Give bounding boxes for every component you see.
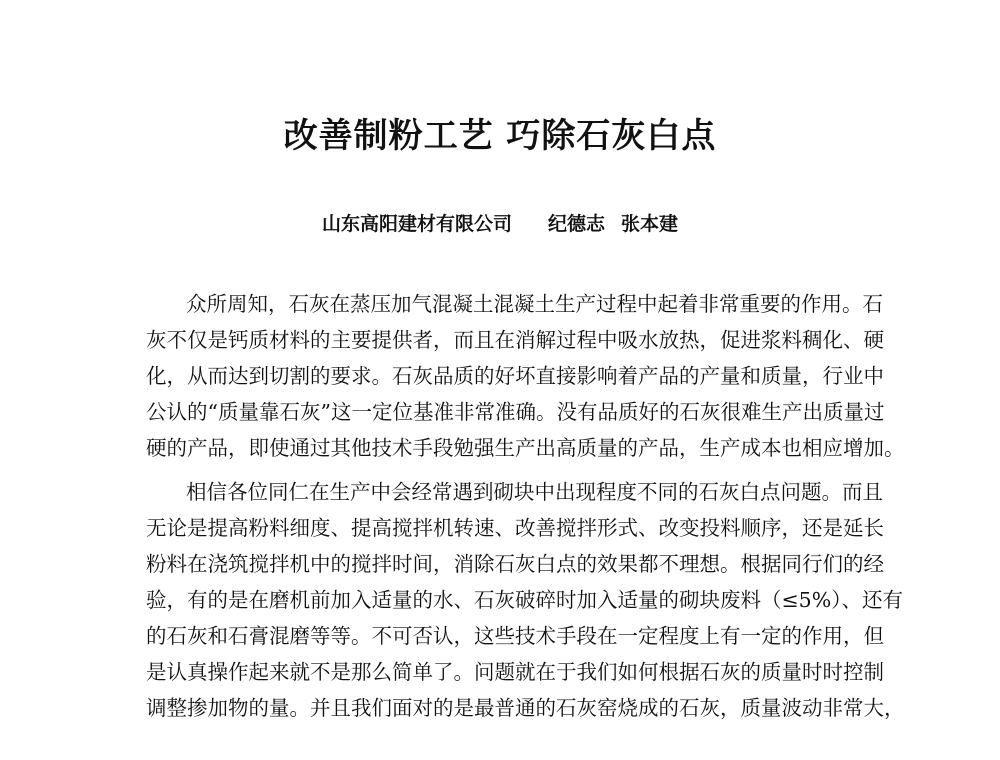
author-name: 纪德志 xyxy=(547,213,605,235)
body-text-line: 无论是提高粉料细度、提高搅拌机转速、改善搅拌形式、改变投料顺序，还是延长 xyxy=(146,516,884,540)
body-text-line: 化，从而达到切割的要求。石灰品质的好坏直接影响着产品的产量和质量，行业中 xyxy=(146,364,884,388)
body-text-line: 硬的产品，即使通过其他技术手段勉强生产出高质量的产品，生产成本也相应增加。 xyxy=(146,436,905,460)
author-name: 张本建 xyxy=(621,213,679,235)
body-text-line: 调整掺加物的量。并且我们面对的是最普通的石灰窑烧成的石灰，质量波动非常大， xyxy=(146,696,905,720)
article-title: 改善制粉工艺 巧除石灰白点 xyxy=(283,116,717,156)
body-text-line: 相信各位同仁在生产中会经常遇到砌块中出现程度不同的石灰白点问题。而且 xyxy=(186,480,883,504)
byline xyxy=(0,210,1000,238)
body-text-line: 粉料在浇筑搅拌机中的搅拌时间，消除石灰白点的效果都不理想。根据同行们的经 xyxy=(146,552,884,576)
body-text-line: 是认真操作起来就不是那么简单了。问题就在于我们如何根据石灰的质量时时控制 xyxy=(146,660,884,684)
body-text-line: 众所周知，石灰在蒸压加气混凝土混凝土生产过程中起着非常重要的作用。石 xyxy=(186,292,883,316)
body-text-line: 的石灰和石膏混磨等等。不可否认，这些技术手段在一定程度上有一定的作用，但 xyxy=(146,624,884,648)
body-text-line: 验，有的是在磨机前加入适量的水、石灰破碎时加入适量的砌块废料（≤5%）、还有 xyxy=(146,588,903,612)
company-name: 山东高阳建材有限公司 xyxy=(321,213,512,235)
body-text-line: 公认的“质量靠石灰”这一定位基准非常准确。没有品质好的石灰很难生产出质量过 xyxy=(146,400,885,424)
body-text-line: 灰不仅是钙质材料的主要提供者，而且在消解过程中吸水放热，促进浆料稠化、硬 xyxy=(146,328,884,352)
